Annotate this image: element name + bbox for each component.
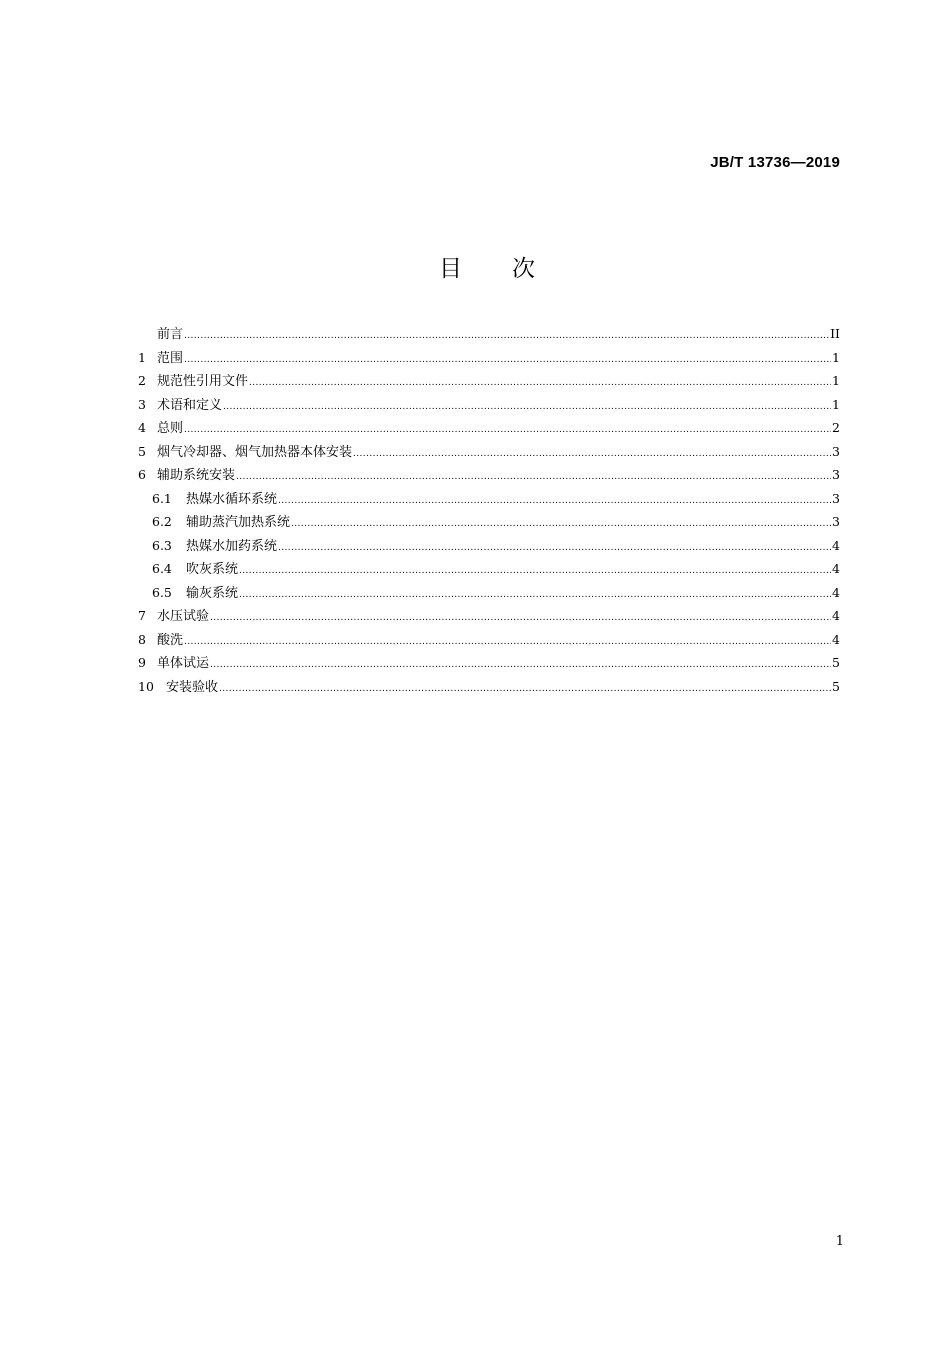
page-title (0, 250, 950, 283)
toc-entry-title: 酸洗 (157, 632, 184, 648)
toc-leader-dots (184, 631, 831, 652)
toc-entry[interactable] (138, 651, 840, 675)
toc-entry-page: 4 (832, 537, 840, 553)
toc-entry-number: 6.4 (152, 561, 172, 576)
toc-leader-dots (353, 443, 831, 464)
toc-entry-page: II (830, 326, 840, 341)
toc-entry-number: 4 (138, 420, 146, 435)
toc-entry-page: 3 (832, 443, 840, 459)
toc-entry[interactable] (138, 440, 840, 464)
toc-leader-dots (249, 372, 831, 393)
toc-entry-page: 4 (832, 584, 840, 600)
toc-entry-number: 5 (138, 443, 146, 459)
toc-entry-number: 10 (138, 678, 154, 694)
toc-entry[interactable] (138, 463, 840, 487)
toc-entry[interactable] (138, 604, 840, 628)
toc-leader-dots (219, 678, 831, 699)
toc-entry-number: 9 (138, 655, 146, 670)
toc-entry-number: 6 (138, 467, 146, 482)
toc-entry-page: 4 (832, 631, 840, 647)
toc-leader-dots (239, 584, 831, 605)
toc-entry[interactable] (138, 393, 840, 417)
toc-entry-title: 输灰系统 (186, 585, 239, 601)
standard-number: JB/T 13736—2019 (710, 154, 840, 171)
title-part-1: 目 (439, 256, 464, 282)
toc-entry-page: 1 (832, 349, 840, 365)
toc-entry-page: 1 (832, 373, 840, 388)
toc-entry-page: 3 (832, 514, 840, 529)
toc-entry-number: 6.1 (152, 490, 172, 506)
toc-entry-title: 安装验收 (166, 679, 219, 695)
title-part-2: 次 (512, 256, 537, 282)
toc-entry-number: 3 (138, 396, 146, 412)
toc-entry-title: 范围 (157, 350, 184, 366)
toc-entry-title: 前言 (157, 327, 184, 342)
toc-entry-page: 2 (832, 420, 840, 435)
toc-entry-number: 7 (138, 608, 146, 623)
table-of-contents (138, 322, 840, 698)
toc-entry[interactable] (138, 534, 840, 558)
toc-entry-title: 辅助系统安装 (157, 468, 236, 483)
toc-entry[interactable] (138, 675, 840, 699)
toc-entry-title: 规范性引用文件 (157, 374, 249, 389)
toc-leader-dots (210, 607, 831, 628)
toc-entry-page: 3 (832, 490, 840, 506)
toc-entry[interactable] (138, 487, 840, 511)
toc-leader-dots (236, 466, 831, 487)
toc-entry[interactable] (138, 369, 840, 393)
toc-entry-number: 1 (138, 349, 146, 365)
toc-entry-page: 1 (832, 396, 840, 412)
toc-entry[interactable] (138, 510, 840, 534)
toc-entry-number: 6.2 (152, 514, 172, 529)
toc-entry-title: 单体试运 (157, 656, 210, 671)
toc-leader-dots (278, 490, 831, 511)
toc-entry-number: 6.5 (152, 584, 172, 600)
toc-leader-dots (210, 654, 831, 675)
toc-entry-title: 热媒水加药系统 (186, 538, 278, 554)
toc-entry[interactable] (138, 346, 840, 370)
toc-entry-title: 烟气冷却器、烟气加热器本体安装 (157, 444, 353, 460)
toc-entry[interactable] (138, 322, 840, 346)
toc-entry-title: 吹灰系统 (186, 562, 239, 577)
toc-leader-dots (223, 396, 831, 417)
toc-entry-page: 5 (832, 678, 840, 694)
toc-entry-page: 4 (832, 608, 840, 623)
toc-entry-number: 6.3 (152, 537, 172, 553)
toc-entry[interactable] (138, 628, 840, 652)
toc-entry[interactable] (138, 416, 840, 440)
toc-entry-title: 辅助蒸汽加热系统 (186, 515, 291, 530)
toc-entry-number: 8 (138, 631, 146, 647)
toc-entry-number: 2 (138, 373, 146, 388)
toc-leader-dots (184, 419, 831, 440)
toc-entry-title: 术语和定义 (157, 397, 223, 413)
toc-leader-dots (184, 325, 829, 346)
toc-leader-dots (291, 513, 831, 534)
toc-leader-dots (278, 537, 831, 558)
page-number: 1 (835, 1234, 844, 1249)
toc-entry-page: 4 (832, 561, 840, 576)
toc-entry-page: 3 (832, 467, 840, 482)
toc-entry[interactable] (138, 557, 840, 581)
toc-leader-dots (239, 560, 831, 581)
toc-entry-page: 5 (832, 655, 840, 670)
toc-entry-title: 水压试验 (157, 609, 210, 624)
toc-entry-title: 总则 (157, 421, 184, 436)
toc-entry-title: 热媒水循环系统 (186, 491, 278, 507)
toc-leader-dots (184, 349, 831, 370)
toc-entry[interactable] (138, 581, 840, 605)
